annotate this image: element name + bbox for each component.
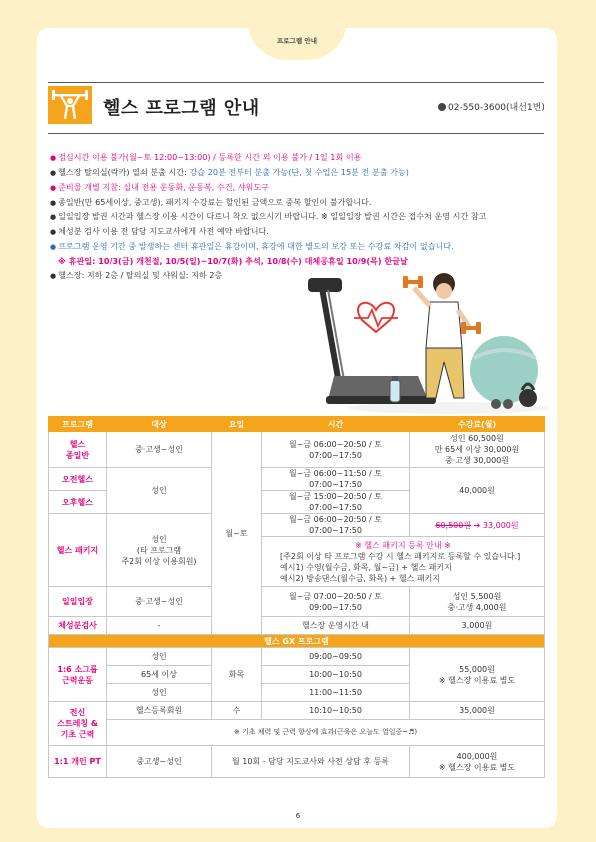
program-name: 1:6 소그룹 근력운동 xyxy=(49,648,107,702)
gx-header: 헬스 GX 프로그램 xyxy=(49,635,545,648)
note-supplies: ● 준비물 개별 지참: 실내 전용 운동화, 운동복, 수건, 샤워도구 xyxy=(50,181,269,192)
section-tab-label: 프로그램 안내 xyxy=(277,37,317,45)
note-locker: ● 헬스장 탈의실(락카) 열쇠 분출 시간: 강습 20분 전부터 분출 가능(단, 첫 수업은 15분 전 분출 가능) xyxy=(50,166,409,177)
fitness-icon xyxy=(48,86,92,124)
program-name: 1:1 개인 PT xyxy=(49,746,107,778)
program-schedule: 월 10회 - 담당 지도교사와 사전 상담 후 등록 xyxy=(212,746,410,778)
program-days: 월~토 xyxy=(212,432,262,635)
program-days: 화목 xyxy=(212,648,262,702)
heartbeat-icon xyxy=(354,303,398,332)
fee-new: 33,000원 xyxy=(482,520,519,530)
treadmill-icon xyxy=(308,278,436,404)
program-time: 월~금 06:00~20:50 / 토 07:00~17:50 xyxy=(262,432,410,468)
program-fee: 3,000원 xyxy=(410,617,545,635)
program-time: 10:10~10:50 xyxy=(262,702,410,720)
program-time: 월~금 06:00~20:50 / 토 07:00~17:50 xyxy=(262,514,410,537)
program-time: 09:00~09:50 xyxy=(262,648,410,666)
program-name: 일일입장 xyxy=(49,587,107,617)
program-fee: 성인 60,500원 만 65세 이상 30,000원 중·고생 30,000원 xyxy=(410,432,545,468)
header-fee: 수강료(월) xyxy=(410,417,545,432)
gx-header-row xyxy=(49,635,545,648)
note-location: ● 헬스장: 지하 2층 / 탈의실 및 샤워실: 지하 2층 xyxy=(50,269,223,280)
header-target: 대상 xyxy=(107,417,212,432)
program-name: 전신 스트레칭 & 기초 근력 xyxy=(49,702,107,746)
program-time: 월~금 06:00~11:50 / 토 07:00~17:50 xyxy=(262,468,410,491)
note-lunch: ● 점심시간 이용 불가(월~토 12:00~13:00) / 등록한 시간 외 이용 불가 / 1일 1회 이용 xyxy=(50,152,362,162)
program-target: 헬스등록회원 xyxy=(107,702,212,720)
package-info-title: ※ 헬스 패키지 등록 안내 ※ xyxy=(355,540,451,550)
program-time: 월~금 15:00~20:50 / 토 07:00~17:50 xyxy=(262,491,410,514)
fee-old: 60,500원 xyxy=(435,520,472,530)
program-fee: 성인 5,500원 중·고생 4,000원 xyxy=(410,587,545,617)
note-body-test: ● 체성분 검사 이용 전 담당 지도교사에게 사전 예약 바랍니다. xyxy=(50,226,269,237)
program-time: 11:00~11:50 xyxy=(262,684,410,702)
program-fee: 40,000원 xyxy=(410,468,545,514)
arrow-right-icon: ➔ xyxy=(473,520,481,530)
program-fee: 35,000원 xyxy=(410,702,545,720)
package-info-body: [주2회 이상 타 프로그램 수강 시 헬스 패키지로 등록할 수 있습니다.] 예시1) 수영(월수금, 화목, 월~금) + 헬스 패키지 예시2) 방송댄스(월수금, 화목) + 헬스 패키지 xyxy=(280,551,521,583)
program-target: 65세 이상 xyxy=(107,666,212,684)
header-time: 시간 xyxy=(262,417,410,432)
program-target: 중·고생~성인 xyxy=(107,587,212,617)
note-holidays: ※ 휴관일: 10/3(금) 개천절, 10/5(일)~10/7(화) 추석, 10/8(수) 대체공휴일 10/9(목) 한글날 xyxy=(58,255,408,266)
table-row xyxy=(49,432,545,468)
water-bottle-icon xyxy=(390,376,400,402)
program-name: 오전헬스 xyxy=(49,468,107,491)
header-days: 요일 xyxy=(212,417,262,432)
program-days: 수 xyxy=(212,702,262,720)
note-discount: ● 종일반(만 65세이상, 중고생), 패키지 수강료는 할인된 금액으로 중복 할인이 불가합니다. xyxy=(50,196,372,207)
table-row xyxy=(49,702,545,720)
note-closure: ● 프로그램 운영 기간 중 발생하는 센터 휴관일은 휴강이며, 휴강에 대한 별도의 보강 또는 수강료 차감이 없습니다. xyxy=(50,241,454,252)
header-program: 프로그램 xyxy=(49,417,107,432)
program-target: 성인 (타 프로그램 주2회 이상 이용회원) xyxy=(107,514,212,587)
table-row xyxy=(49,468,545,491)
package-info xyxy=(262,537,545,587)
fitness-illustration xyxy=(298,258,558,418)
phone-info xyxy=(438,100,545,113)
stretch-note: ※ 기초 체력 및 근력 향상에 효과(근육은 오늘도 열일중~♬) xyxy=(107,720,545,746)
program-target: 중고생~성인 xyxy=(107,746,212,778)
program-name: 헬스 패키지 xyxy=(49,514,107,587)
program-table xyxy=(48,416,545,778)
table-row xyxy=(49,648,545,666)
woman-figure xyxy=(414,273,470,398)
program-fee xyxy=(410,514,545,537)
title-top-rule xyxy=(48,82,544,83)
program-target: 성인 xyxy=(107,648,212,666)
table-row xyxy=(49,587,545,617)
program-name: 체성분검사 xyxy=(49,617,107,635)
program-fee: 400,000원 ※ 헬스장 이용료 별도 xyxy=(410,746,545,778)
program-target: 성인 xyxy=(107,468,212,514)
table-header-row xyxy=(49,417,545,432)
program-name: 오후헬스 xyxy=(49,491,107,514)
table-row xyxy=(49,720,545,746)
title-bottom-rule xyxy=(48,133,544,134)
phone-number: 02-550-3600(내선1번) xyxy=(448,103,545,113)
program-target: - xyxy=(107,617,212,635)
program-time: 10:00~10:50 xyxy=(262,666,410,684)
program-name: 헬스 종일반 xyxy=(49,432,107,468)
program-fee: 55,000원 ※ 헬스장 이용료 별도 xyxy=(410,648,545,702)
note-daily: ● 일일입장 발권 시간과 헬스장 이용 시간이 다르니 착오 없으시기 바랍니다. ※ 일일입장 발권 시간은 접수처 운영 시간 참고 xyxy=(50,211,487,222)
program-target: 중·고생~성인 xyxy=(107,432,212,468)
program-time: 헬스장 운영시간 내 xyxy=(262,617,410,635)
table-row xyxy=(49,617,545,635)
table-row xyxy=(49,514,545,537)
phone-icon xyxy=(438,103,446,111)
program-target: 성인 xyxy=(107,684,212,702)
program-time: 월~금 07:00~20:50 / 토 09:00~17:50 xyxy=(262,587,410,617)
page-title: 헬스 프로그램 안내 xyxy=(103,98,260,119)
page-number: 6 xyxy=(295,812,301,820)
table-row xyxy=(49,746,545,778)
